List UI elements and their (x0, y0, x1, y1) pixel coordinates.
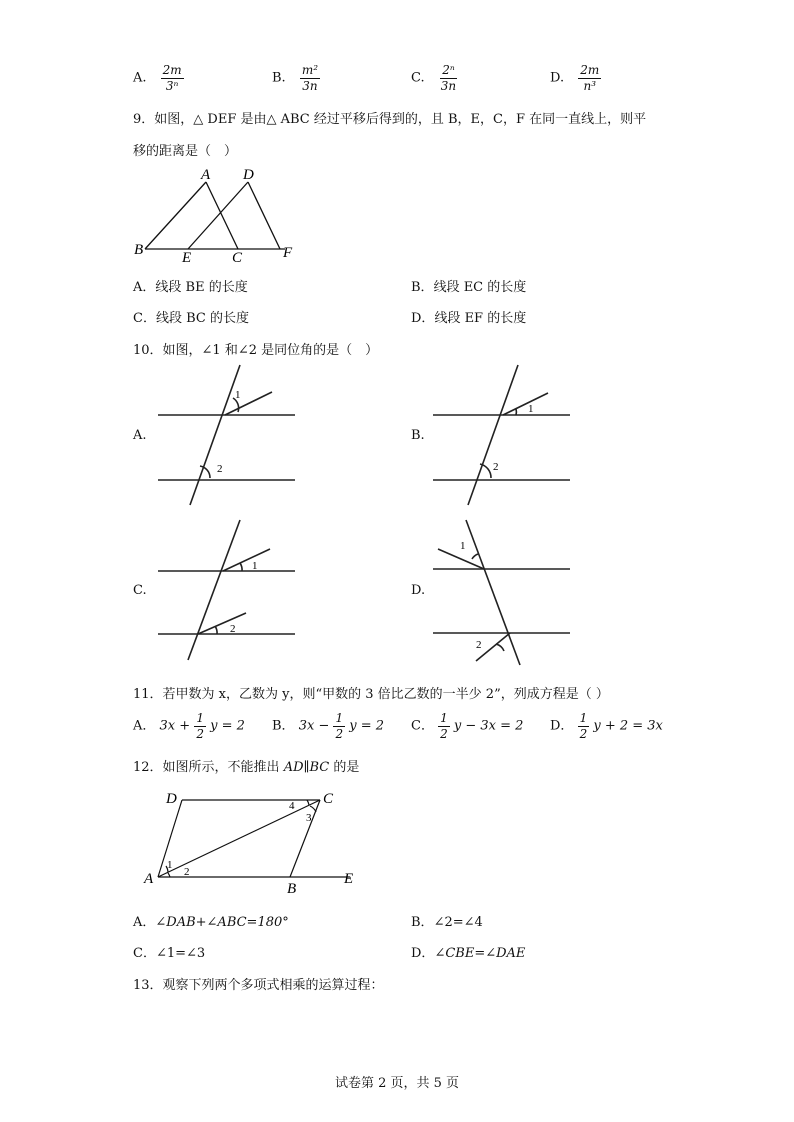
option-text: 线段 EF 的长度 (434, 311, 527, 326)
q9-option-c (133, 307, 249, 326)
page-footer: 试卷第 2 页，共 5 页 (334, 1076, 460, 1091)
q10-option-c-label: C. (133, 583, 147, 598)
q10-figure-b (428, 360, 588, 510)
label-c: C (232, 250, 243, 266)
option-label: A． (133, 280, 156, 295)
expr-pre: 3x − (298, 718, 330, 734)
angle-2-label: 2 (476, 639, 482, 651)
q11-stem: 11．若甲数为 x，乙数为 y，则“甲数的 3 倍比乙数的一半少 2”，列成方程是（ ） (133, 687, 609, 702)
angle-1-label: 1 (528, 403, 534, 415)
q11-option-a (133, 712, 245, 740)
q12-option-c (133, 942, 205, 961)
option-text: ∠CBE=∠DAE (434, 946, 526, 961)
q12-option-b (411, 911, 483, 930)
q10-stem: 10．如图，∠1 和∠2 是同位角的是（ ） (133, 343, 379, 358)
angle-2-label: 2 (217, 463, 223, 475)
q8-option-c (411, 64, 458, 92)
option-label: A． (133, 718, 156, 734)
q10-figure-c (150, 515, 310, 665)
fraction: $\frac{\text{2ⁿ}}{3n}$ (440, 63, 457, 93)
q9-stem-line2: 移的距离是（ ） (133, 144, 238, 159)
option-label: A． (133, 915, 156, 930)
fraction: $\frac{1}{2}$ (335, 711, 344, 741)
q11-option-d (550, 712, 663, 740)
option-label: B． (272, 718, 295, 734)
option-label: C． (133, 946, 156, 961)
label-d: D (166, 791, 177, 807)
stem-math: AD∥BC (283, 760, 330, 775)
option-text: ∠DAB+∠ABC=180° (155, 915, 289, 930)
q9-stem-line1: 9．如图，△ DEF 是由△ ABC 经过平移后得到的，且 B，E，C，F 在同一直线上，则平 (133, 112, 647, 127)
label-f: F (283, 245, 293, 261)
expr-pre: 3x + (159, 718, 191, 734)
q8-option-a (133, 64, 184, 92)
q9-figure (130, 162, 300, 266)
q8-option-d (550, 64, 601, 92)
option-label: B． (411, 915, 434, 930)
stem-pre: 12．如图所示，不能推出 (133, 760, 284, 775)
option-label: B． (411, 280, 434, 295)
q10-option-b-label: B. (411, 428, 425, 443)
q12-stem (133, 756, 359, 775)
label-a: A (144, 871, 154, 887)
angle-2-label: 2 (493, 461, 499, 473)
option-text: 线段 BE 的长度 (155, 280, 248, 295)
label-b: B (134, 242, 144, 258)
label-e: E (182, 250, 192, 266)
option-label: C． (133, 311, 156, 326)
option-label: D． (550, 718, 574, 734)
q12-figure (140, 785, 370, 897)
option-text: 线段 EC 的长度 (433, 280, 527, 295)
expr-post: y = 2 (210, 718, 245, 734)
option-label: A. (133, 70, 147, 86)
option-label: B. (272, 70, 286, 86)
expr-post: y − 3x = 2 (453, 718, 524, 734)
expr-post: y + 2 = 3x (593, 718, 663, 734)
q11-option-c (411, 712, 523, 740)
angle-1-label: 1 (167, 859, 173, 871)
label-d: D (243, 167, 254, 183)
q13-stem: 13．观察下列两个多项式相乘的运算过程： (133, 978, 384, 993)
q10-option-a-label: A. (133, 428, 147, 443)
angle-3-label: 3 (306, 812, 312, 824)
q8-option-b (272, 64, 320, 92)
fraction: $\frac{2m}{\text{3ⁿ}}$ (162, 63, 182, 93)
q10-figure-a (150, 360, 310, 510)
angle-1-label: 1 (252, 560, 258, 572)
fraction: $\frac{1}{2}$ (196, 711, 204, 741)
label-b: B (287, 881, 297, 897)
fraction: $\frac{1}{2}$ (440, 711, 448, 741)
fraction: $\frac{\text{m²}}{3n}$ (301, 63, 319, 93)
option-text: 线段 BC 的长度 (155, 311, 249, 326)
label-a: A (201, 167, 211, 183)
fraction: $\frac{1}{2}$ (579, 711, 588, 741)
label-c: C (323, 791, 334, 807)
q10-figure-d (428, 515, 588, 665)
option-label: C． (411, 718, 434, 734)
option-label: D． (411, 311, 435, 326)
q10-option-d-label: D. (411, 583, 426, 598)
option-label: D. (550, 70, 565, 86)
q9-option-a (133, 276, 248, 295)
fraction: $\frac{2m}{\text{n³}}$ (580, 63, 600, 93)
label-e: E (344, 871, 354, 887)
option-label: C. (411, 70, 425, 86)
q9-option-b (411, 276, 526, 295)
angle-2-label: 2 (184, 866, 190, 878)
q12-option-d (411, 942, 525, 961)
q11-option-b (272, 712, 384, 740)
option-text: ∠2=∠4 (433, 915, 483, 930)
q12-option-a (133, 911, 289, 930)
angle-1-label: 1 (460, 540, 466, 552)
q9-option-d (411, 307, 526, 326)
option-label: D． (411, 946, 435, 961)
expr-post: y = 2 (349, 718, 385, 734)
angle-1-label: 1 (235, 389, 241, 401)
option-text: ∠1=∠3 (155, 946, 206, 961)
stem-post: 的是 (329, 760, 360, 775)
angle-4-label: 4 (289, 800, 295, 812)
angle-2-label: 2 (230, 623, 236, 635)
